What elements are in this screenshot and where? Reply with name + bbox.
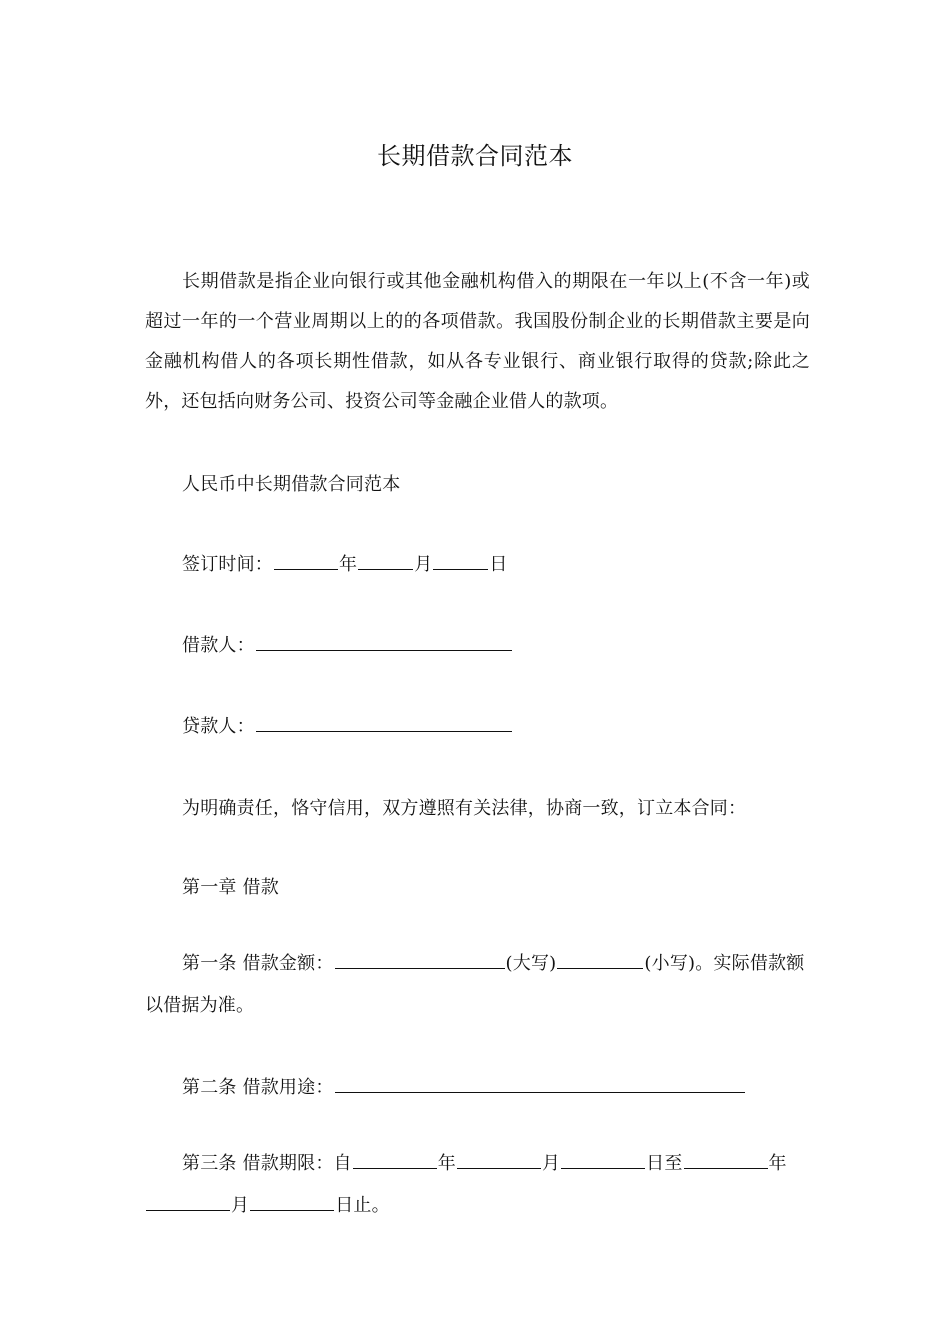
end-month-label: 月 — [231, 1195, 250, 1216]
article-1-label: 第一条 借款金额： — [182, 953, 334, 974]
lender-blank[interactable] — [256, 713, 512, 732]
borrower-blank[interactable] — [256, 632, 512, 651]
year-label: 年 — [339, 554, 358, 575]
start-day-label: 日至 — [646, 1153, 683, 1174]
sign-date-label: 签订时间： — [182, 554, 273, 575]
borrower-label: 借款人： — [182, 635, 255, 656]
start-year-blank[interactable] — [353, 1150, 437, 1169]
lender-line — [182, 712, 822, 738]
lowercase-label: (小写)。实际借款额以借据为准。 — [145, 953, 805, 1016]
year-blank[interactable] — [274, 551, 338, 570]
amount-uppercase-blank[interactable] — [335, 950, 505, 969]
end-month-blank[interactable] — [146, 1192, 230, 1211]
month-blank[interactable] — [358, 551, 413, 570]
document-title: 长期借款合同范本 — [377, 142, 573, 170]
sign-date-line — [182, 550, 822, 576]
lender-label: 贷款人： — [182, 716, 255, 737]
article-3 — [145, 1143, 810, 1227]
article-2 — [182, 1073, 822, 1099]
day-label: 日 — [489, 554, 508, 575]
uppercase-label: (大写) — [505, 953, 557, 974]
amount-lowercase-blank[interactable] — [557, 950, 643, 969]
end-day-label: 日止。 — [335, 1195, 390, 1216]
start-month-blank[interactable] — [457, 1150, 541, 1169]
end-day-blank[interactable] — [250, 1192, 334, 1211]
start-year-label: 年 — [437, 1153, 456, 1174]
chapter-heading: 第一章 借款 — [182, 877, 279, 898]
contract-subtitle: 人民币中长期借款合同范本 — [182, 474, 401, 495]
borrower-line — [182, 631, 822, 657]
article-3-label: 第三条 借款期限：自 — [182, 1153, 352, 1174]
end-year-blank[interactable] — [684, 1150, 768, 1169]
purpose-blank[interactable] — [335, 1074, 745, 1093]
end-year-label: 年 — [768, 1153, 787, 1174]
day-blank[interactable] — [433, 551, 488, 570]
article-2-label: 第二条 借款用途： — [182, 1077, 334, 1098]
start-day-blank[interactable] — [561, 1150, 645, 1169]
article-1 — [145, 943, 810, 1027]
start-month-label: 月 — [541, 1153, 561, 1174]
intro-paragraph: 长期借款是指企业向银行或其他金融机构借入的期限在一年以上(不含一年)或超过一年的一个营业周期以上的的各项借款。我国股份制企业的长期借款主要是向金融机构借人的各项长期性借款，如从各专业银行、商业银行取得的贷款;除此之外，还包括向财务公司、投资公司等金融企业借人的款项。 — [145, 271, 810, 412]
preamble: 为明确责任，恪守信用，双方遵照有关法律，协商一致，订立本合同： — [182, 798, 747, 819]
month-label: 月 — [414, 554, 433, 575]
